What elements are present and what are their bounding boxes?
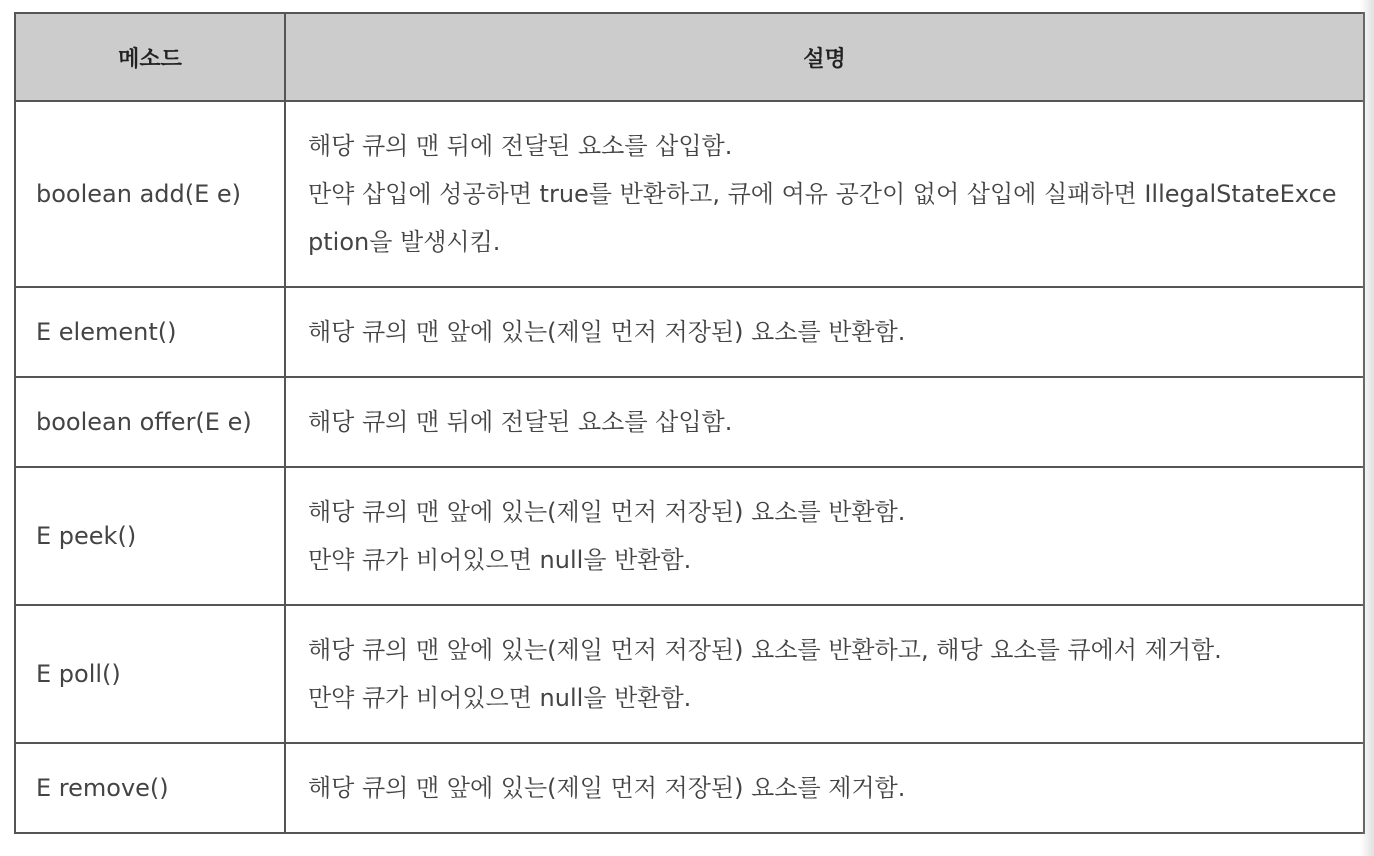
- table-row: [15, 287, 1364, 377]
- description-cell: [285, 467, 1364, 605]
- queue-methods-table-container: [14, 12, 1363, 834]
- table-row: [15, 605, 1364, 743]
- table-header-row: [15, 13, 1364, 101]
- description-cell: [285, 743, 1364, 833]
- description-cell: [285, 101, 1364, 287]
- description-line: 만약 큐가 비어있으면 null을 반환함.: [308, 546, 692, 574]
- method-cell: E element(): [15, 287, 285, 377]
- description-line: 만약 큐가 비어있으면 null을 반환함.: [308, 684, 692, 712]
- table-row: [15, 743, 1364, 833]
- description-line: 해당 큐의 맨 뒤에 전달된 요소를 삽입함.: [308, 408, 733, 436]
- method-cell: boolean offer(E e): [15, 377, 285, 467]
- method-cell: boolean add(E e): [15, 101, 285, 287]
- description-line: ption을 발생시킴.: [308, 228, 501, 256]
- description-line: 해당 큐의 맨 앞에 있는(제일 먼저 저장된) 요소를 제거함.: [308, 774, 906, 802]
- table-row: [15, 101, 1364, 287]
- method-cell: E remove(): [15, 743, 285, 833]
- table-row: [15, 467, 1364, 605]
- method-cell: E peek(): [15, 467, 285, 605]
- description-cell: [285, 377, 1364, 467]
- description-cell: [285, 605, 1364, 743]
- description-line: 해당 큐의 맨 앞에 있는(제일 먼저 저장된) 요소를 반환함.: [308, 318, 906, 346]
- description-line: 해당 큐의 맨 뒤에 전달된 요소를 삽입함.: [308, 132, 733, 160]
- description-line: 해당 큐의 맨 앞에 있는(제일 먼저 저장된) 요소를 반환하고, 해당 요소를 큐에서 제거함.: [308, 636, 1222, 664]
- header-description: 설명: [285, 13, 1364, 101]
- header-method: 메소드: [15, 13, 285, 101]
- description-cell: [285, 287, 1364, 377]
- table-row: [15, 377, 1364, 467]
- queue-methods-table: [14, 12, 1365, 834]
- description-line: 해당 큐의 맨 앞에 있는(제일 먼저 저장된) 요소를 반환함.: [308, 498, 906, 526]
- method-cell: E poll(): [15, 605, 285, 743]
- description-line: 만약 삽입에 성공하면 true를 반환하고, 큐에 여유 공간이 없어 삽입에 실패하면 IllegalStateExce: [308, 180, 1337, 208]
